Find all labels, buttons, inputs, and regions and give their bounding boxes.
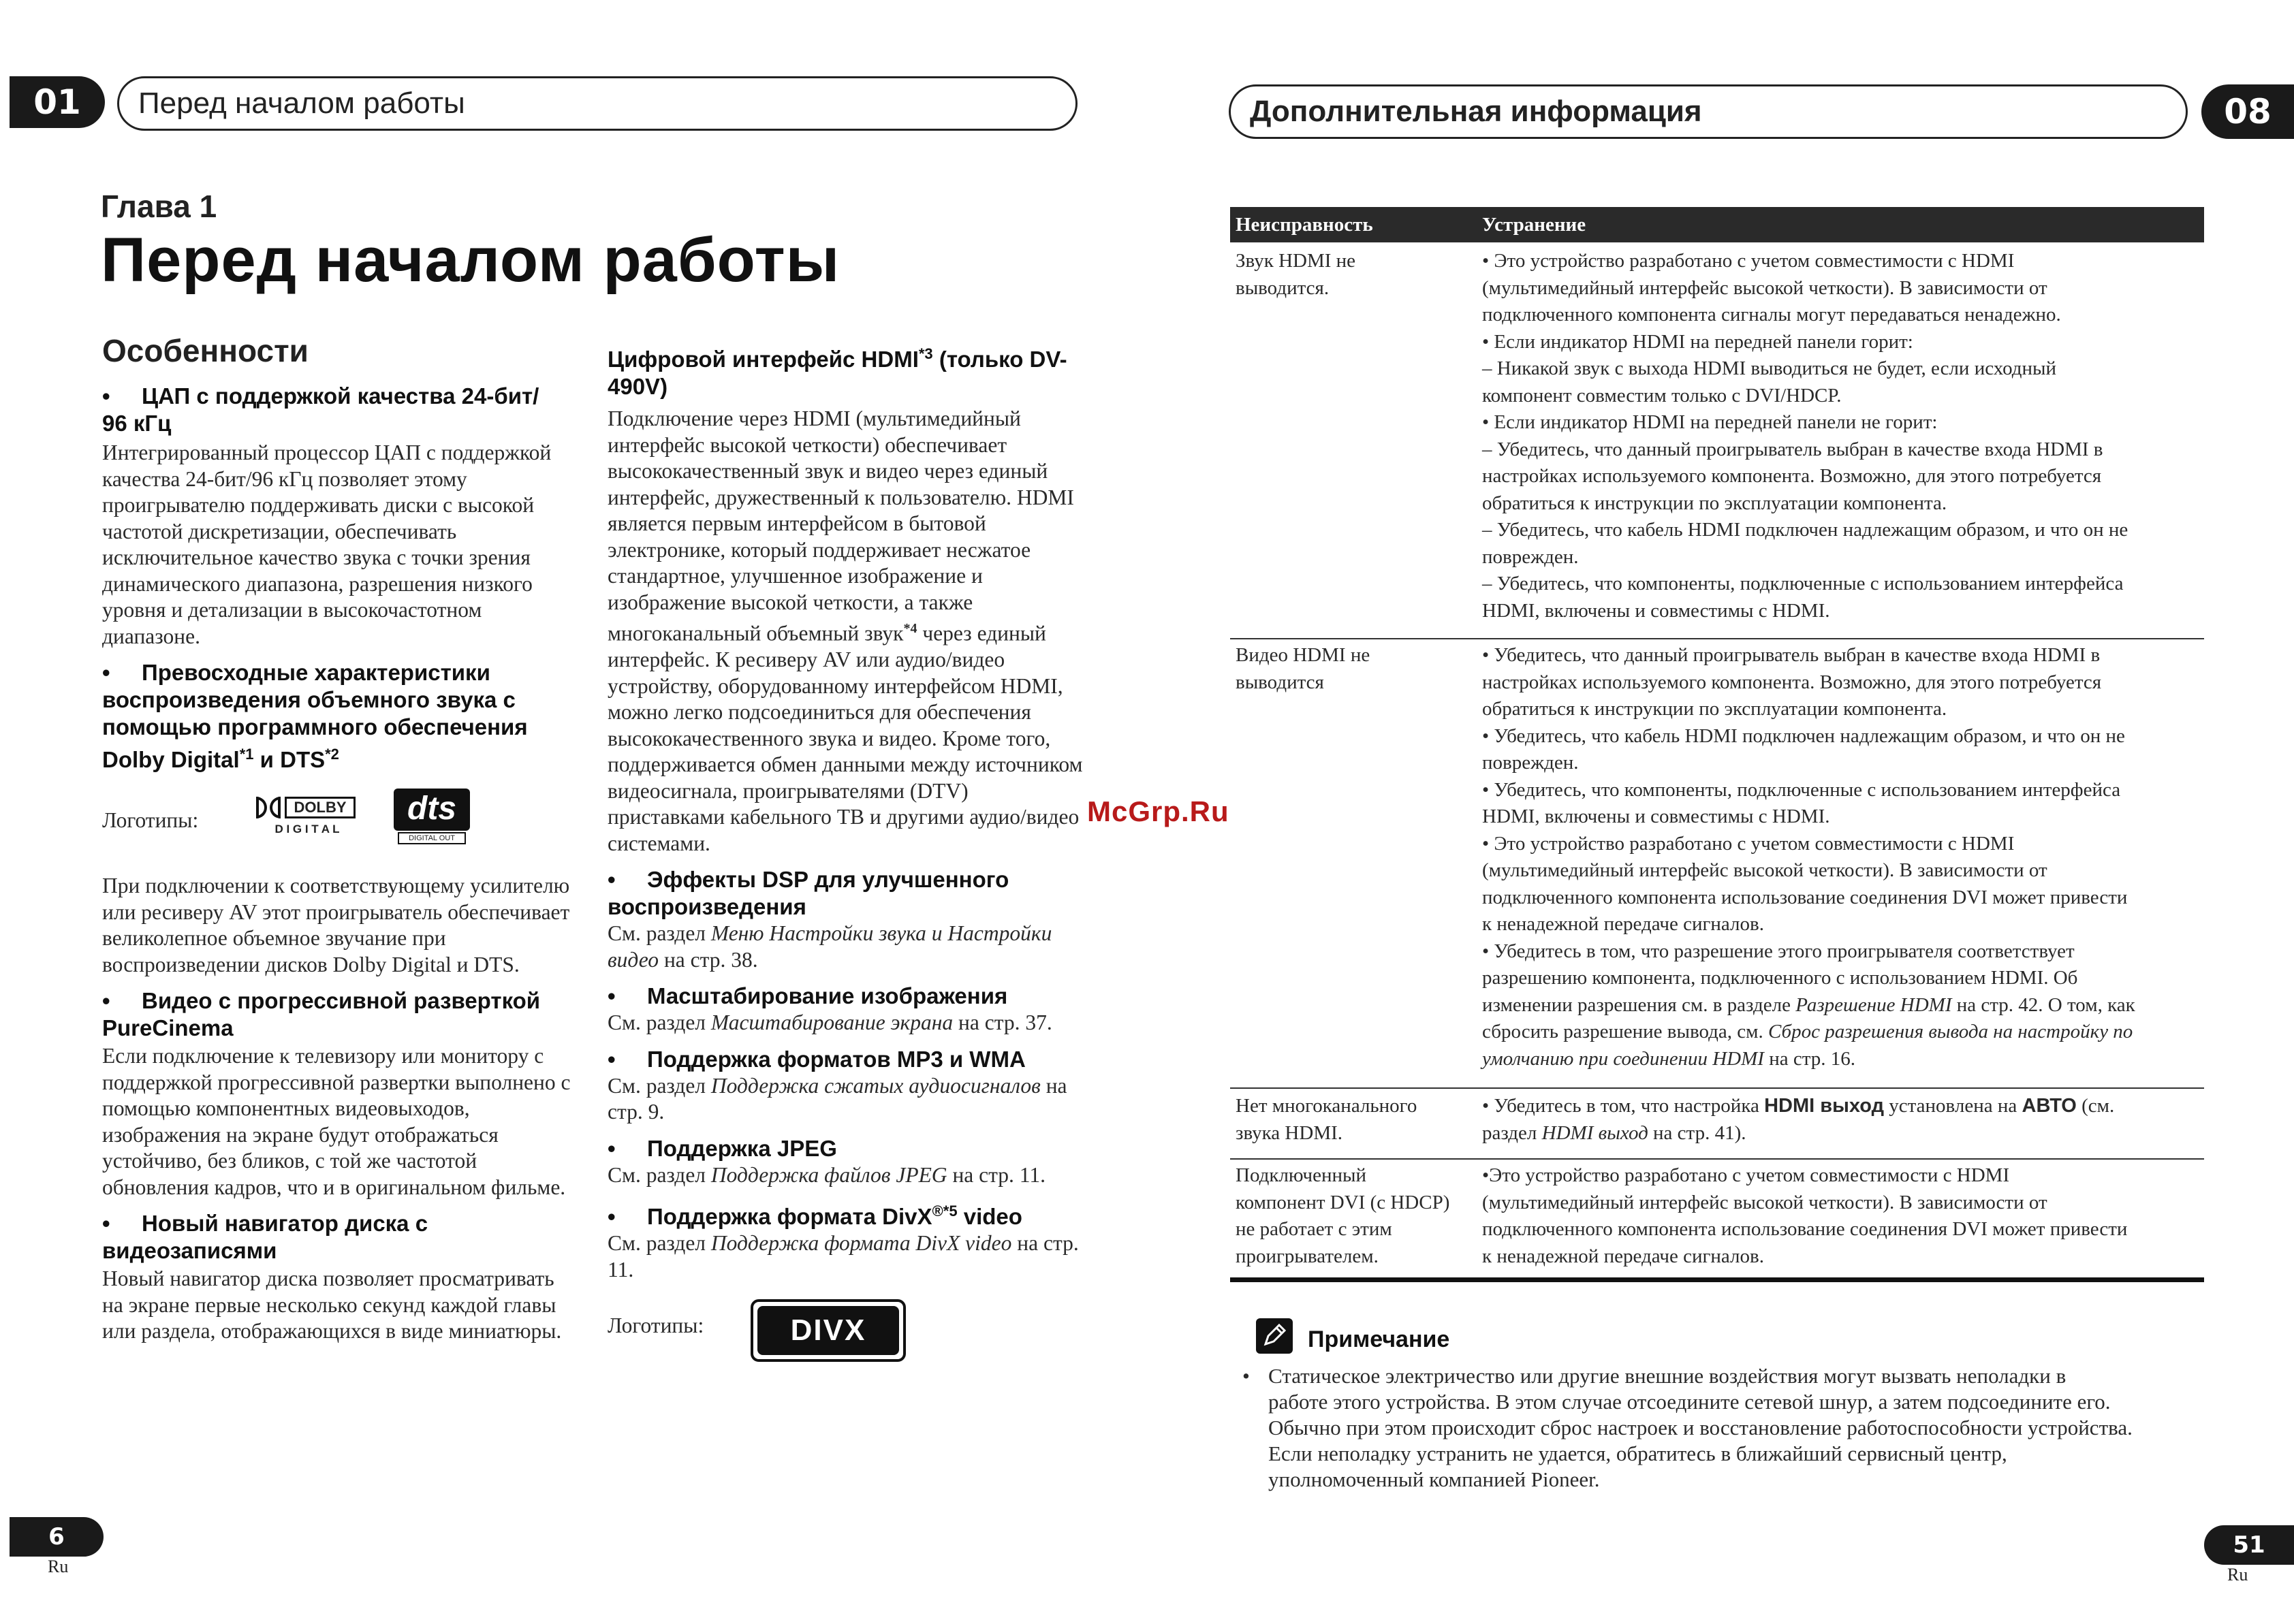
feature-dsp-heading: • Эффекты DSP для улучшенного воспроизведения [608,867,1009,919]
table-header [1230,207,2204,242]
feature-dolby-dts-text: При подключении к соответствующему усилителю или ресиверу AV этот проигрыватель обеспечивает великолепное объемное звучание при воспроизведении дисков Dolby Digital и DTS. [102,874,570,976]
chapter-label: Глава 1 [101,189,217,224]
row-problem: Подключенный компонент DVI (с HDCP) не работает с этим проигрывателем. [1236,1164,1450,1267]
row-problem: Нет многоканального звука HDMI. [1236,1095,1417,1144]
dts-digital-out-logo: dts DIGITAL OUT [394,789,470,846]
feature-divx-text: См. раздел Поддержка формата DivX video на стр. 11. [608,1231,1079,1281]
divx-logo: DIVX [751,1299,906,1362]
feature-mp3-wma-text: См. раздел Поддержка сжатых аудиосигналов на стр. 9. [608,1073,1067,1124]
feature-navigator-text: Новый навигатор диска позволяет просматривать на экране первые несколько секунд каждой главы или раздела, отображающихся в виде миниатюры. [102,1267,562,1343]
feature-scaling-heading: • Масштабирование изображения [608,983,1008,1008]
feature-dsp-text: См. раздел Меню Настройки звука и Настройки видео на стр. 38. [608,921,1052,972]
watermark: McGrp.Ru [1087,795,1229,827]
feature-hdmi-text: Подключение через HDMI (мультимедийный интерфейс высокой четкости) обеспечивает высококачественный звук и видео через единый интерфейс, дружественный к пользователю. HDMI является первым интерфейсом в бытовой электронике, который поддерживает несжатое стандартное, улучшенное изображение и изображение высокой четкости, а также многоканальный объемный звук$^{*4}$ через единый интерфейс. К ресиверу AV или аудио/видео устройству, оборудованному интерфейсом HDMI, можно легко подсоединиться для обеспечения высококачественного звука и видео. Кроме того, поддерживается обмен данными между источником видеосигнала, проигрывателями (DTV) приставками кабельного ТВ и другими аудио/видео системами. [608,407,1083,855]
feature-dolby-dts-heading: • Превосходные характеристики воспроизведения объемного звука с помощью программного обеспечения Dolby Digital$^{*1}$ и DTS$^{*2}$ [102,660,528,772]
dolby-digital-logo: DOLBY D I G I T A L [256,797,358,839]
chapter-number-badge: 01 [10,76,105,128]
col-problem-header: Неисправность [1236,213,1373,236]
left-page-number: 6 [10,1517,104,1557]
left-column-1 [102,332,572,1345]
feature-hdmi-heading: Цифровой интерфейс HDMI$^{*3}$ (только DV- 490V) [608,345,1067,399]
section-title: Особенности [102,333,309,368]
left-column-2 [608,340,1084,1374]
table-row [1230,639,2204,1089]
row-solution: • Убедитесь в том, что настройка HDMI выход установлена на АВТО (см. раздел HDMI выход на стр. 41). [1482,1095,2115,1144]
feature-purecinema-text: Если подключение к телевизору или монитору с поддержкой прогрессивной развертки выполнено с помощью компонентных видеовыходов, изображения на экране будут отображаться устойчиво, без бликов, с той же частотой обновления кадров, что и в оригинальном фильме. [102,1044,571,1199]
feature-dac-text: Интегрированный процессор ЦАП с поддержкой качества 24-бит/96 кГц позволяет этому проигрывателю поддерживать диски с высокой частотой дискретизации, обеспечивать исключительное качество звука с точки зрения динамического диапазона, разрешения низкого уровня и детализации в высокочастотном диапазоне. [102,441,552,648]
note-block [1242,1318,2210,1493]
left-page-lang: Ru [48,1557,69,1576]
right-header-title [1229,84,2188,139]
col-solution-header: Устранение [1482,213,1586,236]
feature-jpeg-heading: • Поддержка JPEG [608,1135,837,1161]
feature-purecinema-heading: • Видео с прогрессивной разверткой PureCinema [102,988,541,1040]
row-solution: •Это устройство разработано с учетом совместимости с HDMI (мультимедийный интерфейс высокой четкости). В зависимости от подключенного компонента использование соединения DVI может привести к ненадежной передаче сигналов. [1482,1164,2128,1267]
right-page-lang: Ru [2227,1565,2248,1585]
logos-label: Логотипы: [102,808,199,832]
row-solution: • Убедитесь, что данный проигрыватель выбран в качестве входа HDMI в настройках используемого компонента. Возможно, для этого потребуется обратиться к инструкции по эксплуатации компонента. • Убедитесь, что кабель HDMI подключен надлежащим образом, и что он не поврежден. • Убедитесь, что компоненты, подключенные с использованием интерфейса HDMI, включены и совместимы с HDMI. • Это устройство разработано с учетом совместимости с HDMI (мультимедийный интерфейс высокой четкости). В зависимости от подключенного компонента использование соединения DVI может привести к ненадежной передаче сигналов. • Убедитесь в том, что разрешение этого проигрывателя соответствует разрешению компонента, подключенного с использованием HDMI. Об изменении разрешения см. в разделе Разрешение HDMI на стр. 42. О том, как сбросить разрешение вывода, см. Сброс разрешения вывода на настройку по умолчанию при соединении HDMI на стр. 16. [1482,644,2135,1070]
row-problem: Видео HDMI не выводится [1236,644,1370,693]
divx-logos [608,1299,1084,1374]
chapter-number-badge-right: 08 [2201,84,2294,139]
dolby-dts-logos [102,789,572,865]
feature-scaling-text: См. раздел Масштабирование экрана на стр. 37. [608,1010,1052,1034]
note-icon [1256,1318,1293,1354]
feature-navigator-heading: • Новый навигатор диска с видеозаписями [102,1211,428,1263]
row-solution: • Это устройство разработано с учетом совместимости с HDMI (мультимедийный интерфейс высокой четкости). В зависимости от подключенного компонента сигналы могут передаваться ненадежно. • Если индикатор HDMI на передней панели горит: – Никакой звук с выхода HDMI выводиться не будет, если исходный компонент совместим только с DVI/HDCP. • Если индикатор HDMI на передней панели не горит: – Убедитесь, что данный проигрыватель выбран в качестве входа HDMI в настройках используемого компонента. Возможно, для этого потребуется обратиться к инструкции по эксплуатации компонента. – Убедитесь, что кабель HDMI подключен надлежащим образом, и что он не поврежден. – Убедитесь, что компоненты, подключенные с использованием интерфейса HDMI, включены и совместимы с HDMI. [1482,250,2128,622]
right-page-number: 51 [2204,1525,2294,1565]
chapter-title: Перед началом работы [101,225,840,295]
logos-label: Логотипы: [608,1313,704,1337]
feature-mp3-wma-heading: • Поддержка форматов MP3 и WMA [608,1046,1026,1072]
row-problem: Звук HDMI не выводится. [1236,250,1356,299]
feature-dac-heading: • ЦАП с поддержкой качества 24-бит/ 96 кГц [102,383,539,436]
table-row [1230,1089,2204,1160]
feature-jpeg-text: См. раздел Поддержка файлов JPEG на стр. 11. [608,1162,1046,1187]
note-title: Примечание [1308,1326,1450,1352]
table-row [1230,242,2204,639]
feature-divx-heading: • Поддержка формата DivX$^{®*5}$ video [608,1203,1022,1229]
left-header-title-text: Перед началом работы [138,86,465,120]
table-row [1230,1160,2204,1282]
note-text: • Статическое электричество или другие внешние воздействия могут вызвать неполадки в работе этого устройства. В этом случае отсоедините сетевой шнур, а затем подсоедините его. Обычно при этом происходит сброс настроек и восстановление работоспособности устройства. Если неполадку устранить не удается, обратитесь в ближайший сервисный центр, уполномоченный компанией Pioneer. [1242,1364,2133,1491]
right-header-title-text: Дополнительная информация [1250,95,1702,128]
left-header-title [117,76,1078,131]
